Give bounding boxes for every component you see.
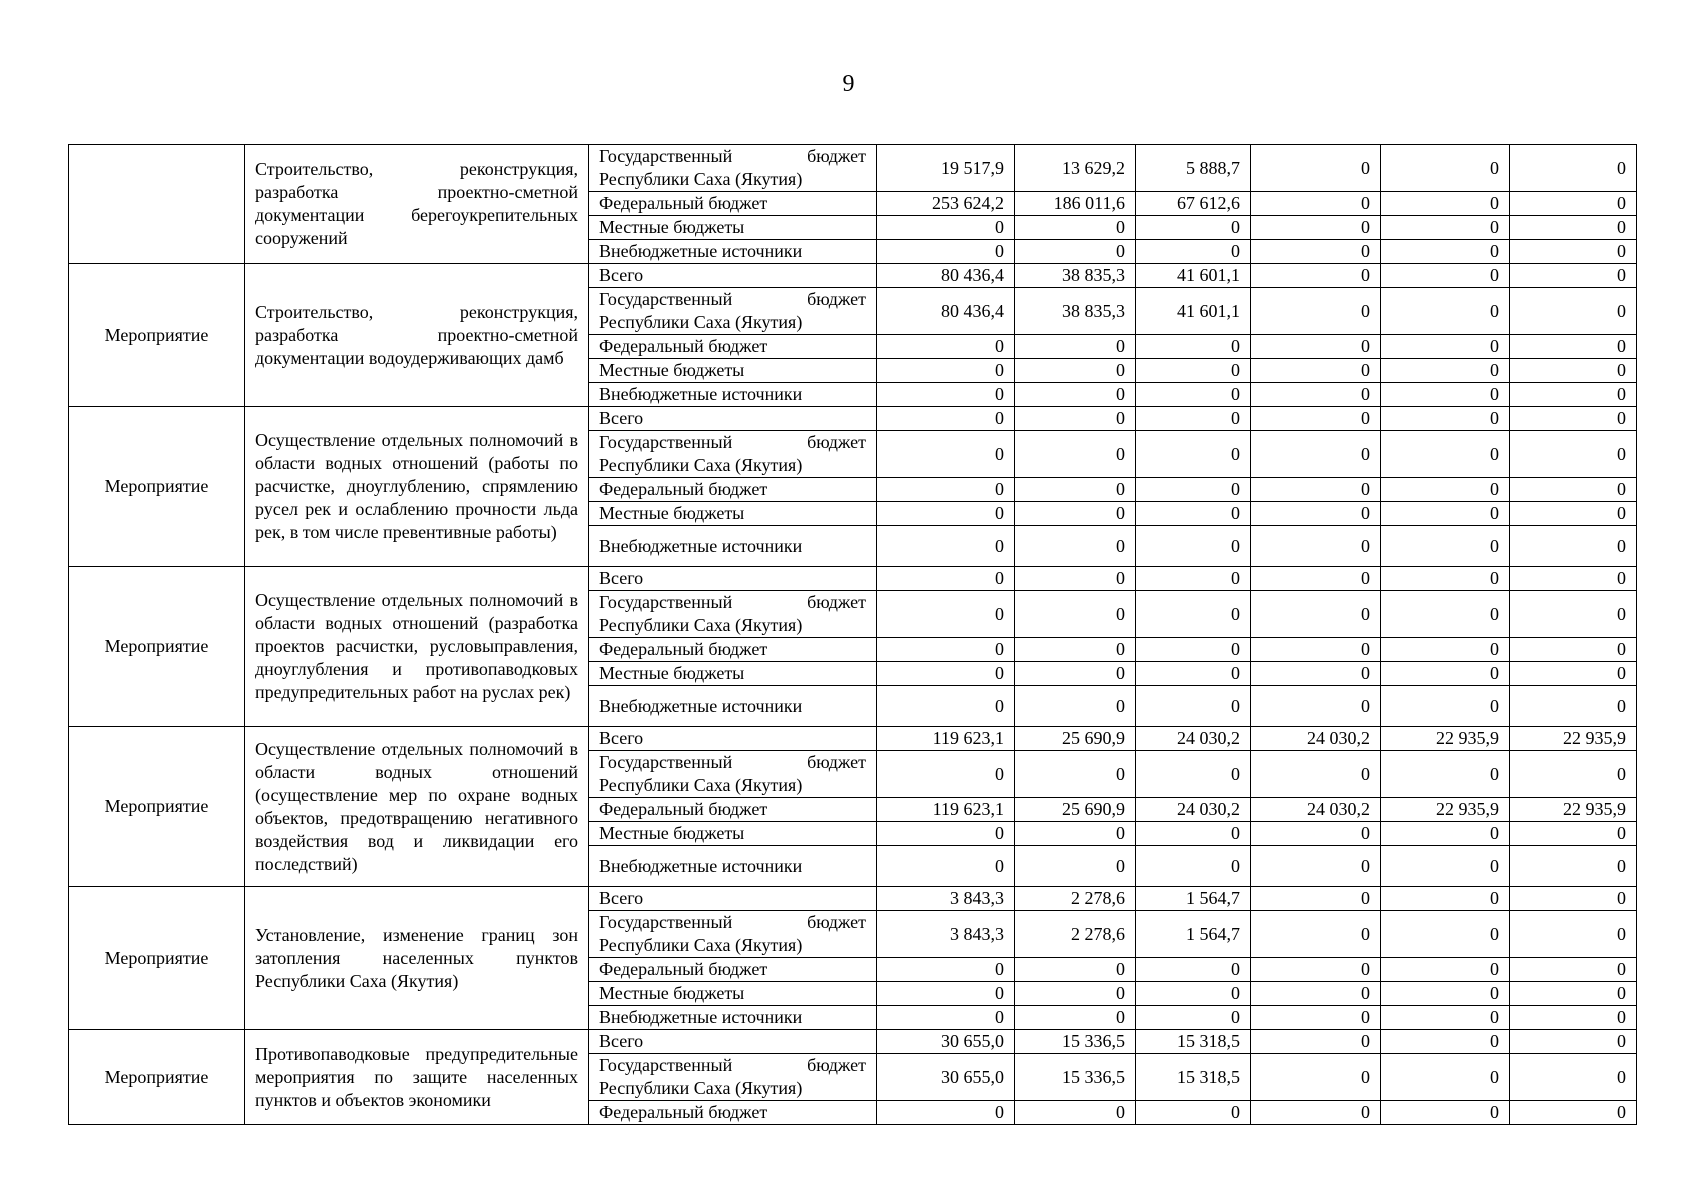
- amount-cell: 24 030,2: [1136, 798, 1251, 822]
- amount-cell: 41 601,1: [1136, 288, 1251, 335]
- amount-cell: 0: [1136, 359, 1251, 383]
- amount-cell: 1 564,7: [1136, 887, 1251, 911]
- amount-cell: 0: [1015, 335, 1136, 359]
- amount-cell: 0: [1251, 982, 1381, 1006]
- amount-cell: 0: [1015, 662, 1136, 686]
- amount-cell: 0: [1136, 216, 1251, 240]
- amount-cell: 0: [1251, 1030, 1381, 1054]
- amount-cell: 0: [1136, 567, 1251, 591]
- amount-cell: 0: [1136, 1006, 1251, 1030]
- amount-cell: 0: [1510, 478, 1637, 502]
- amount-cell: 0: [1510, 407, 1637, 431]
- amount-cell: 0: [1510, 383, 1637, 407]
- amount-cell: 0: [1015, 240, 1136, 264]
- amount-cell: 15 336,5: [1015, 1030, 1136, 1054]
- funding-source-cell: Местные бюджеты: [589, 822, 877, 846]
- funding-source-cell: Федеральный бюджет: [589, 1101, 877, 1125]
- amount-cell: 0: [877, 1101, 1015, 1125]
- amount-cell: 0: [1381, 686, 1510, 727]
- amount-cell: 0: [1381, 431, 1510, 478]
- amount-cell: 0: [877, 407, 1015, 431]
- amount-cell: 0: [1510, 958, 1637, 982]
- amount-cell: 0: [1251, 887, 1381, 911]
- amount-cell: 0: [877, 662, 1015, 686]
- funding-source-cell: Федеральный бюджет: [589, 192, 877, 216]
- amount-cell: 0: [1136, 822, 1251, 846]
- funding-source-cell: Государственный бюджет Республики Саха (Якутия): [589, 1054, 877, 1101]
- amount-cell: 0: [1510, 822, 1637, 846]
- amount-cell: 22 935,9: [1510, 727, 1637, 751]
- amount-cell: 0: [1136, 662, 1251, 686]
- budget-table-body: [69, 145, 1637, 1125]
- amount-cell: 0: [1251, 638, 1381, 662]
- activity-name-cell: Строительство, реконструкция, разработка проектно-сметной документации берегоукрепительных сооружений: [245, 145, 589, 264]
- amount-cell: 0: [1510, 431, 1637, 478]
- amount-cell: 24 030,2: [1136, 727, 1251, 751]
- amount-cell: 0: [1510, 288, 1637, 335]
- amount-cell: 0: [1015, 502, 1136, 526]
- funding-source-cell: Внебюджетные источники: [589, 526, 877, 567]
- activity-name-cell: Осуществление отдельных полномочий в области водных отношений (работы по расчистке, дноуглублению, спрямлению русел рек и ослаблению прочности льда рек, в том числе превентивные работы): [245, 407, 589, 567]
- funding-source-cell: Государственный бюджет Республики Саха (Якутия): [589, 288, 877, 335]
- funding-source-cell: Государственный бюджет Республики Саха (Якутия): [589, 145, 877, 192]
- funding-source-cell: Всего: [589, 887, 877, 911]
- amount-cell: 0: [877, 359, 1015, 383]
- funding-source-cell: Федеральный бюджет: [589, 335, 877, 359]
- amount-cell: 0: [1015, 1006, 1136, 1030]
- amount-cell: 0: [1136, 407, 1251, 431]
- amount-cell: 0: [1251, 478, 1381, 502]
- amount-cell: 0: [1510, 1006, 1637, 1030]
- amount-cell: 5 888,7: [1136, 145, 1251, 192]
- funding-source-cell: Внебюджетные источники: [589, 686, 877, 727]
- amount-cell: 0: [1136, 240, 1251, 264]
- amount-cell: 22 935,9: [1381, 798, 1510, 822]
- amount-cell: 0: [877, 751, 1015, 798]
- amount-cell: 0: [877, 431, 1015, 478]
- funding-source-cell: Государственный бюджет Республики Саха (Якутия): [589, 431, 877, 478]
- amount-cell: 0: [877, 335, 1015, 359]
- amount-cell: 0: [1136, 591, 1251, 638]
- amount-cell: 30 655,0: [877, 1030, 1015, 1054]
- amount-cell: 0: [1251, 240, 1381, 264]
- amount-cell: 0: [1015, 1101, 1136, 1125]
- activity-type-cell: Мероприятие: [69, 264, 245, 407]
- funding-source-cell: Федеральный бюджет: [589, 478, 877, 502]
- amount-cell: 0: [1510, 846, 1637, 887]
- activity-name-cell: Противопаводковые предупредительные мероприятия по защите населенных пунктов и объектов экономики: [245, 1030, 589, 1125]
- amount-cell: 0: [1136, 686, 1251, 727]
- amount-cell: 0: [1381, 502, 1510, 526]
- amount-cell: 0: [1381, 958, 1510, 982]
- amount-cell: 41 601,1: [1136, 264, 1251, 288]
- amount-cell: 0: [1251, 662, 1381, 686]
- funding-source-cell: Всего: [589, 1030, 877, 1054]
- amount-cell: 0: [1381, 192, 1510, 216]
- amount-cell: 25 690,9: [1015, 727, 1136, 751]
- amount-cell: 30 655,0: [877, 1054, 1015, 1101]
- activity-type-cell: [69, 145, 245, 264]
- funding-source-cell: Местные бюджеты: [589, 982, 877, 1006]
- amount-cell: 0: [1381, 383, 1510, 407]
- amount-cell: 2 278,6: [1015, 911, 1136, 958]
- table-row: [69, 567, 1637, 591]
- amount-cell: 0: [1510, 335, 1637, 359]
- amount-cell: 0: [1015, 591, 1136, 638]
- amount-cell: 0: [1381, 591, 1510, 638]
- amount-cell: 0: [1381, 911, 1510, 958]
- amount-cell: 0: [1251, 359, 1381, 383]
- amount-cell: 0: [1510, 502, 1637, 526]
- amount-cell: 119 623,1: [877, 798, 1015, 822]
- amount-cell: 38 835,3: [1015, 288, 1136, 335]
- activity-type-cell: Мероприятие: [69, 567, 245, 727]
- amount-cell: 24 030,2: [1251, 798, 1381, 822]
- amount-cell: 80 436,4: [877, 264, 1015, 288]
- page-number: 9: [842, 71, 855, 97]
- amount-cell: 0: [1136, 431, 1251, 478]
- amount-cell: 0: [1510, 1030, 1637, 1054]
- funding-source-cell: Местные бюджеты: [589, 216, 877, 240]
- amount-cell: 0: [1381, 638, 1510, 662]
- amount-cell: 0: [1136, 982, 1251, 1006]
- amount-cell: 0: [1381, 288, 1510, 335]
- amount-cell: 0: [1510, 982, 1637, 1006]
- amount-cell: 0: [1510, 911, 1637, 958]
- amount-cell: 0: [1381, 145, 1510, 192]
- funding-source-cell: Государственный бюджет Республики Саха (Якутия): [589, 591, 877, 638]
- amount-cell: 0: [877, 1006, 1015, 1030]
- amount-cell: 0: [877, 526, 1015, 567]
- amount-cell: 25 690,9: [1015, 798, 1136, 822]
- funding-source-cell: Местные бюджеты: [589, 662, 877, 686]
- amount-cell: 0: [877, 822, 1015, 846]
- funding-source-cell: Внебюджетные источники: [589, 846, 877, 887]
- amount-cell: 0: [1381, 1030, 1510, 1054]
- funding-source-cell: Внебюджетные источники: [589, 240, 877, 264]
- amount-cell: 0: [877, 958, 1015, 982]
- table-row: [69, 1030, 1637, 1054]
- amount-cell: 0: [1510, 662, 1637, 686]
- amount-cell: 0: [1381, 662, 1510, 686]
- amount-cell: 0: [1136, 1101, 1251, 1125]
- amount-cell: 0: [1015, 846, 1136, 887]
- activity-type-cell: Мероприятие: [69, 887, 245, 1030]
- amount-cell: 0: [1251, 591, 1381, 638]
- amount-cell: 0: [1510, 638, 1637, 662]
- amount-cell: 0: [1136, 502, 1251, 526]
- amount-cell: 0: [1251, 502, 1381, 526]
- amount-cell: 0: [1381, 982, 1510, 1006]
- funding-source-cell: Государственный бюджет Республики Саха (Якутия): [589, 751, 877, 798]
- amount-cell: 0: [877, 502, 1015, 526]
- activity-name-cell: Осуществление отдельных полномочий в области водных отношений (осуществление мер по охране водных объектов, предотвращению негативного воздействия вод и ликвидации его последствий): [245, 727, 589, 887]
- amount-cell: 22 935,9: [1381, 727, 1510, 751]
- amount-cell: 0: [1015, 383, 1136, 407]
- amount-cell: 15 336,5: [1015, 1054, 1136, 1101]
- amount-cell: 0: [1381, 1101, 1510, 1125]
- funding-source-cell: Всего: [589, 264, 877, 288]
- amount-cell: 24 030,2: [1251, 727, 1381, 751]
- amount-cell: 0: [1015, 686, 1136, 727]
- amount-cell: 0: [1251, 431, 1381, 478]
- amount-cell: 3 843,3: [877, 911, 1015, 958]
- amount-cell: 2 278,6: [1015, 887, 1136, 911]
- amount-cell: 0: [877, 686, 1015, 727]
- amount-cell: 0: [1251, 383, 1381, 407]
- amount-cell: 0: [1510, 240, 1637, 264]
- amount-cell: 0: [1251, 822, 1381, 846]
- amount-cell: 0: [1136, 335, 1251, 359]
- funding-source-cell: Внебюджетные источники: [589, 1006, 877, 1030]
- budget-table: [68, 144, 1637, 1125]
- funding-source-cell: Федеральный бюджет: [589, 798, 877, 822]
- amount-cell: 0: [1015, 526, 1136, 567]
- amount-cell: 0: [1510, 887, 1637, 911]
- amount-cell: 0: [1136, 638, 1251, 662]
- amount-cell: 0: [1136, 846, 1251, 887]
- amount-cell: 0: [1136, 751, 1251, 798]
- amount-cell: 0: [1510, 1054, 1637, 1101]
- table-row: [69, 887, 1637, 911]
- amount-cell: 0: [1015, 216, 1136, 240]
- amount-cell: 0: [877, 567, 1015, 591]
- amount-cell: 0: [1015, 478, 1136, 502]
- funding-source-cell: Местные бюджеты: [589, 359, 877, 383]
- table-row: [69, 264, 1637, 288]
- amount-cell: 0: [877, 982, 1015, 1006]
- amount-cell: 0: [1015, 822, 1136, 846]
- activity-name-cell: Установление, изменение границ зон затопления населенных пунктов Республики Саха (Якутия): [245, 887, 589, 1030]
- amount-cell: 1 564,7: [1136, 911, 1251, 958]
- table-row: [69, 727, 1637, 751]
- activity-type-cell: Мероприятие: [69, 407, 245, 567]
- amount-cell: 0: [1510, 145, 1637, 192]
- funding-source-cell: Федеральный бюджет: [589, 958, 877, 982]
- amount-cell: 0: [877, 846, 1015, 887]
- funding-source-cell: Всего: [589, 567, 877, 591]
- amount-cell: 0: [877, 240, 1015, 264]
- amount-cell: 38 835,3: [1015, 264, 1136, 288]
- funding-source-cell: Всего: [589, 727, 877, 751]
- amount-cell: 0: [1510, 567, 1637, 591]
- amount-cell: 0: [1510, 686, 1637, 727]
- amount-cell: 13 629,2: [1015, 145, 1136, 192]
- amount-cell: 0: [877, 216, 1015, 240]
- amount-cell: 0: [1015, 958, 1136, 982]
- amount-cell: 0: [1015, 751, 1136, 798]
- amount-cell: 0: [1251, 526, 1381, 567]
- amount-cell: 0: [1251, 958, 1381, 982]
- amount-cell: 0: [1381, 478, 1510, 502]
- amount-cell: 0: [1381, 264, 1510, 288]
- amount-cell: 0: [1251, 911, 1381, 958]
- amount-cell: 0: [1381, 335, 1510, 359]
- amount-cell: 0: [1510, 264, 1637, 288]
- amount-cell: 0: [1136, 478, 1251, 502]
- amount-cell: 0: [1381, 240, 1510, 264]
- amount-cell: 0: [1015, 567, 1136, 591]
- table-row: [69, 145, 1637, 192]
- amount-cell: 0: [1510, 751, 1637, 798]
- amount-cell: 0: [1251, 1006, 1381, 1030]
- amount-cell: 0: [1251, 1054, 1381, 1101]
- amount-cell: 15 318,5: [1136, 1030, 1251, 1054]
- amount-cell: 0: [1136, 958, 1251, 982]
- amount-cell: 15 318,5: [1136, 1054, 1251, 1101]
- amount-cell: 0: [877, 383, 1015, 407]
- amount-cell: 0: [1381, 846, 1510, 887]
- amount-cell: 0: [1381, 526, 1510, 567]
- amount-cell: 0: [1251, 567, 1381, 591]
- amount-cell: 0: [1381, 567, 1510, 591]
- amount-cell: 22 935,9: [1510, 798, 1637, 822]
- activity-name-cell: Осуществление отдельных полномочий в области водных отношений (разработка проектов расчистки, русловыправления, дноуглубления и противопаводковых предупредительных работ на руслах рек): [245, 567, 589, 727]
- amount-cell: 0: [1381, 1054, 1510, 1101]
- amount-cell: 0: [1381, 822, 1510, 846]
- amount-cell: 0: [1251, 407, 1381, 431]
- amount-cell: 0: [1251, 751, 1381, 798]
- amount-cell: 0: [1015, 982, 1136, 1006]
- table-row: [69, 407, 1637, 431]
- amount-cell: 186 011,6: [1015, 192, 1136, 216]
- activity-type-cell: Мероприятие: [69, 1030, 245, 1125]
- amount-cell: 0: [1251, 846, 1381, 887]
- funding-source-cell: Местные бюджеты: [589, 502, 877, 526]
- amount-cell: 0: [1015, 431, 1136, 478]
- funding-source-cell: Всего: [589, 407, 877, 431]
- amount-cell: 0: [877, 638, 1015, 662]
- activity-name-cell: Строительство, реконструкция, разработка проектно-сметной документации водоудерживающих дамб: [245, 264, 589, 407]
- amount-cell: 0: [1381, 407, 1510, 431]
- amount-cell: 0: [1251, 335, 1381, 359]
- funding-source-cell: Государственный бюджет Республики Саха (Якутия): [589, 911, 877, 958]
- amount-cell: 3 843,3: [877, 887, 1015, 911]
- amount-cell: 0: [1510, 591, 1637, 638]
- amount-cell: 0: [877, 478, 1015, 502]
- amount-cell: 0: [1381, 216, 1510, 240]
- amount-cell: 0: [877, 591, 1015, 638]
- amount-cell: 0: [1381, 359, 1510, 383]
- activity-type-cell: Мероприятие: [69, 727, 245, 887]
- amount-cell: 0: [1381, 751, 1510, 798]
- amount-cell: 0: [1015, 407, 1136, 431]
- amount-cell: 0: [1251, 264, 1381, 288]
- funding-source-cell: Федеральный бюджет: [589, 638, 877, 662]
- amount-cell: 0: [1510, 359, 1637, 383]
- amount-cell: 0: [1510, 216, 1637, 240]
- amount-cell: 0: [1015, 638, 1136, 662]
- amount-cell: 0: [1510, 1101, 1637, 1125]
- amount-cell: 0: [1251, 1101, 1381, 1125]
- amount-cell: 0: [1510, 526, 1637, 567]
- amount-cell: 0: [1136, 383, 1251, 407]
- amount-cell: 0: [1136, 526, 1251, 567]
- funding-source-cell: Внебюджетные источники: [589, 383, 877, 407]
- amount-cell: 0: [1251, 145, 1381, 192]
- amount-cell: 80 436,4: [877, 288, 1015, 335]
- amount-cell: 0: [1251, 686, 1381, 727]
- amount-cell: 0: [1381, 887, 1510, 911]
- amount-cell: 0: [1251, 216, 1381, 240]
- amount-cell: 0: [1251, 192, 1381, 216]
- amount-cell: 19 517,9: [877, 145, 1015, 192]
- amount-cell: 0: [1381, 1006, 1510, 1030]
- amount-cell: 67 612,6: [1136, 192, 1251, 216]
- amount-cell: 119 623,1: [877, 727, 1015, 751]
- amount-cell: 0: [1251, 288, 1381, 335]
- amount-cell: 253 624,2: [877, 192, 1015, 216]
- amount-cell: 0: [1510, 192, 1637, 216]
- amount-cell: 0: [1015, 359, 1136, 383]
